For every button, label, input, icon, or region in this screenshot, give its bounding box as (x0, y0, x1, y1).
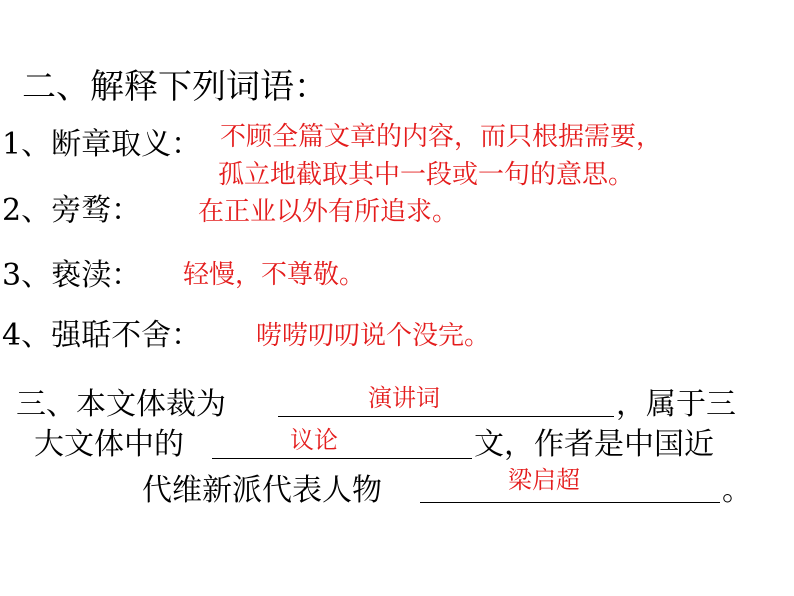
section3-line2-prefix: 大文体中的 (34, 427, 184, 462)
blank-2-answer: 议论 (290, 426, 338, 454)
section3-line1-prefix: 三、本文体裁为 (16, 387, 226, 422)
term-1: 1、断章取义： (2, 127, 202, 162)
section-heading: 二、解释下列词语： (22, 67, 328, 107)
section3-line2-suffix: 文，作者是中国近 (474, 427, 714, 462)
blank-3-answer: 梁启超 (508, 466, 580, 494)
section3-line3-prefix: 代维新派代表人物 (142, 473, 382, 508)
term-2: 2、旁骛： (2, 193, 142, 228)
section3-line1-suffix: ，属于三 (616, 387, 736, 422)
term-4: 4、强聒不舍： (2, 318, 202, 353)
blank-3-underline (420, 502, 720, 503)
blank-1-underline (278, 416, 614, 417)
answer-3: 轻慢，不尊敬。 (183, 260, 366, 290)
answer-2: 在正业以外有所追求。 (198, 197, 459, 227)
answer-4: 唠唠叨叨说个没完。 (256, 321, 491, 351)
answer-1-line2: 孤立地截取其中一段或一句的意思。 (218, 160, 635, 190)
blank-2-underline (212, 458, 472, 459)
term-3: 3、亵渎： (2, 258, 142, 293)
section3-line3-suffix: 。 (722, 473, 752, 508)
blank-1-answer: 演讲词 (368, 384, 440, 412)
answer-1-line1: 不顾全篇文章的内容，而只根据需要， (220, 122, 663, 152)
